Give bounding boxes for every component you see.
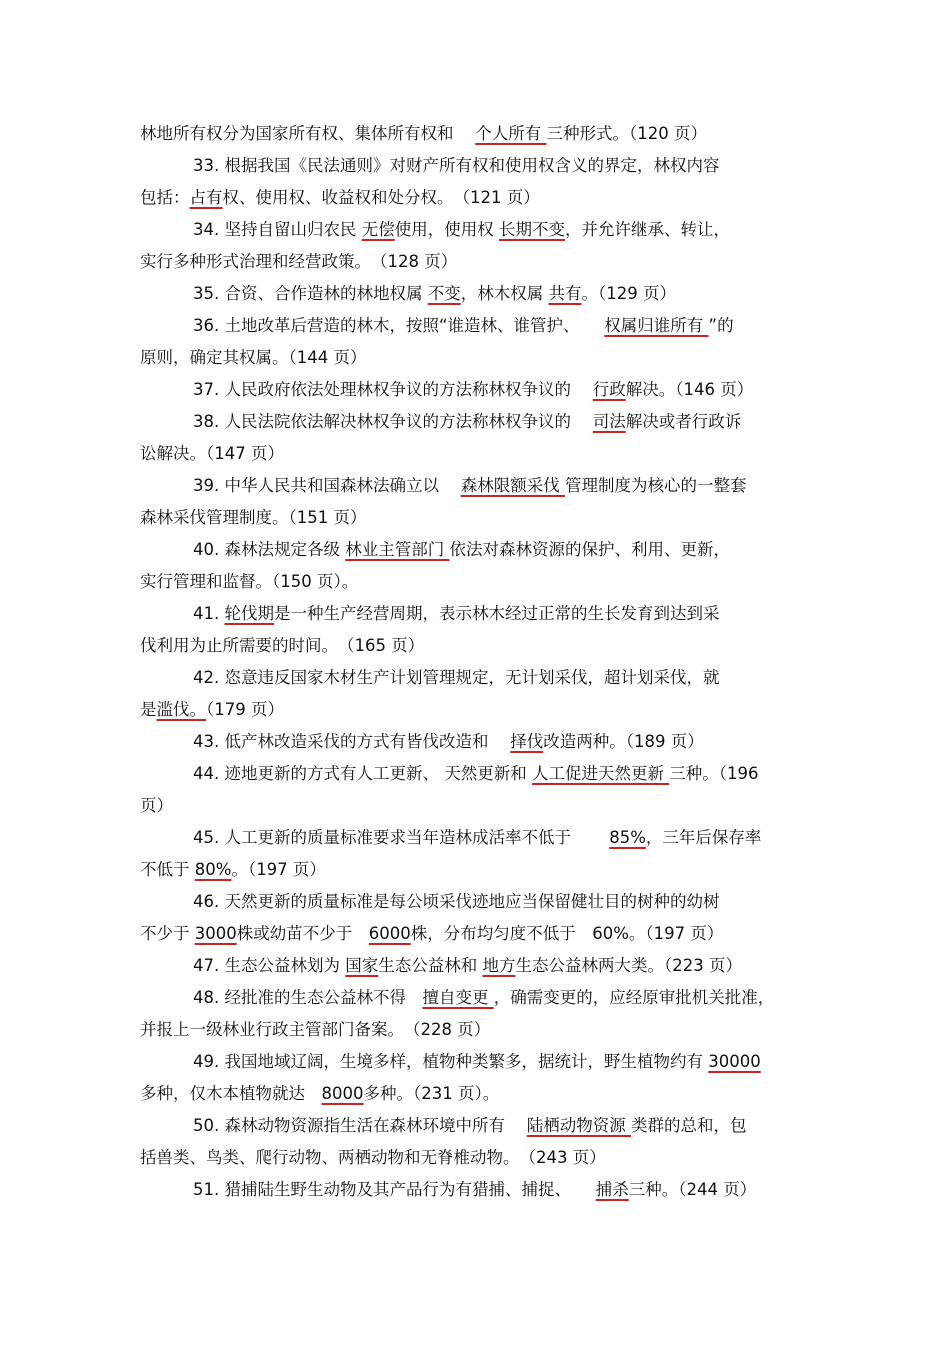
text-segment: 实行多种形式治理和经营政策。 （128 页） xyxy=(140,252,458,271)
text-line xyxy=(140,854,820,886)
answer-blank: 80% xyxy=(194,860,232,879)
text-segment: 生态公益林两大类。（223 页） xyxy=(515,956,742,975)
text-segment: 类群的总和，包 xyxy=(630,1116,747,1135)
text-line xyxy=(193,1174,820,1206)
text-line xyxy=(193,278,820,310)
text-line xyxy=(193,1046,820,1078)
text-segment: 页） xyxy=(140,796,173,815)
text-segment: 43. 低产林改造采伐的方式有皆伐改造和 xyxy=(193,732,511,751)
text-line xyxy=(140,1142,820,1174)
text-segment: 生态公益林和 xyxy=(378,956,483,975)
text-segment: 并报上一级林业行政主管部门备案。 （228 页） xyxy=(140,1020,491,1039)
answer-blank: 陆栖动物资源 xyxy=(526,1116,631,1135)
text-segment: 依法对森林资源的保护、利用、更新， xyxy=(449,540,730,559)
answer-blank: 3000 xyxy=(194,924,237,943)
text-segment: 。（197 页） xyxy=(231,860,326,879)
text-segment: 三种形式。（120 页） xyxy=(546,124,707,143)
text-line xyxy=(140,342,820,374)
text-segment: ”的 xyxy=(708,316,734,335)
text-line xyxy=(140,182,820,214)
text-line xyxy=(193,950,820,982)
text-line xyxy=(193,374,820,406)
answer-blank: 国家 xyxy=(345,956,379,975)
text-segment: 39. 中华人民共和国森林法确立以 xyxy=(193,476,461,495)
text-line xyxy=(193,470,820,502)
text-segment: 解决或者行政诉 xyxy=(625,412,742,431)
text-segment: 实行管理和监督。（150 页）。 xyxy=(140,572,359,591)
answer-blank: 轮伐期 xyxy=(224,604,274,623)
answer-blank: 地方 xyxy=(482,956,516,975)
text-segment: ，林木权属 xyxy=(460,284,549,303)
answer-blank: 捕杀 xyxy=(595,1180,629,1199)
text-line xyxy=(193,598,820,630)
text-segment: 46. 天然更新的质量标准是每公顷采伐迹地应当保留健壮目的树种的幼树 xyxy=(193,892,720,911)
text-line xyxy=(140,438,820,470)
text-segment: ，确需变更的，应经原审批机关批准， xyxy=(493,988,775,1007)
text-line xyxy=(140,1014,820,1046)
text-line xyxy=(140,1078,820,1110)
text-line xyxy=(140,502,820,534)
text-segment: 41. xyxy=(193,604,225,623)
text-segment: ，并允许继承、转让， xyxy=(564,220,730,239)
text-line xyxy=(193,822,820,854)
answer-blank: 滥伐。 xyxy=(156,700,206,719)
text-segment: 51. 猎捕陆生野生动物及其产品行为有猎捕、捕捉、 xyxy=(193,1180,596,1199)
text-line xyxy=(193,726,820,758)
answer-blank: 不变 xyxy=(427,284,461,303)
answer-blank: 长期不变 xyxy=(498,220,565,239)
text-line xyxy=(193,662,820,694)
answer-blank: 无偿 xyxy=(361,220,395,239)
answer-blank: 行政 xyxy=(592,380,626,399)
answer-blank: 择伐 xyxy=(510,732,544,751)
text-line xyxy=(193,1110,820,1142)
text-segment: 括兽类、鸟类、爬行动物、两栖动物和无脊椎动物。 （243 页） xyxy=(140,1148,606,1167)
text-line xyxy=(193,886,820,918)
text-line xyxy=(140,694,820,726)
text-segment: 三种。（244 页） xyxy=(628,1180,757,1199)
text-line xyxy=(140,918,820,950)
answer-blank: 8000 xyxy=(321,1084,364,1103)
text-line xyxy=(140,246,820,278)
text-line xyxy=(193,150,820,182)
answer-blank: 权属归谁所有 xyxy=(604,316,709,335)
text-line xyxy=(193,406,820,438)
text-segment: 改造两种。（189 页） xyxy=(543,732,704,751)
text-segment: 47. 生态公益林划为 xyxy=(193,956,346,975)
text-segment: 48. 经批准的生态公益林不得 xyxy=(193,988,423,1007)
text-segment: 33. 根据我国《民法通则》对财产所有权和使用权含义的界定，林权内容 xyxy=(193,156,720,175)
text-line xyxy=(193,310,820,342)
text-segment: 不少于 xyxy=(140,924,195,943)
text-segment: 40. 森林法规定各级 xyxy=(193,540,346,559)
text-line xyxy=(140,118,820,150)
text-line xyxy=(193,214,820,246)
text-line xyxy=(140,790,820,822)
text-segment: 35. 合资、合作造林的林地权属 xyxy=(193,284,428,303)
text-segment: 是 xyxy=(140,700,157,719)
text-segment: 34. 坚持自留山归农民 xyxy=(193,220,362,239)
answer-blank: 林业主管部门 xyxy=(345,540,450,559)
answer-blank: 森林限额采伐 xyxy=(460,476,565,495)
answer-blank: 共有 xyxy=(548,284,582,303)
text-segment: 多种。（231 页）。 xyxy=(363,1084,500,1103)
text-segment: ，三年后保存率 xyxy=(645,828,762,847)
text-line xyxy=(193,982,820,1014)
answer-blank: 30000 xyxy=(708,1052,761,1071)
text-segment: 株，分布均匀度不低于 60%。（197 页） xyxy=(410,924,724,943)
text-segment: 50. 森林动物资源指生活在森林环境中所有 xyxy=(193,1116,527,1135)
text-segment: 45. 人工更新的质量标准要求当年造林成活率不低于 xyxy=(193,828,610,847)
text-segment: 不低于 xyxy=(140,860,195,879)
text-segment: 多种，仅木本植物就达 xyxy=(140,1084,322,1103)
text-segment: 原则，确定其权属。（144 页） xyxy=(140,348,367,367)
text-segment: 株或幼苗不少于 xyxy=(236,924,369,943)
text-line xyxy=(140,566,820,598)
text-segment: 49. 我国地域辽阔，生境多样，植物种类繁多，据统计，野生植物约有 xyxy=(193,1052,709,1071)
text-segment: 是一种生产经营周期，表示林木经过正常的生长发育到达到采 xyxy=(274,604,720,623)
text-segment: 森林采伐管理制度。（151 页） xyxy=(140,508,367,527)
text-segment: 管理制度为核心的一整套 xyxy=(564,476,747,495)
text-segment: （179 页） xyxy=(206,700,284,719)
text-segment: 44. 迹地更新的方式有人工更新、 天然更新和 xyxy=(193,764,532,783)
answer-blank: 擅自变更 xyxy=(422,988,494,1007)
answer-blank: 占有 xyxy=(189,188,223,207)
text-segment: 权、使用权、收益权和处分权。 （121 页） xyxy=(222,188,540,207)
text-segment: 使用，使用权 xyxy=(394,220,499,239)
text-segment: 三种。（196 xyxy=(669,764,759,783)
answer-blank: 85% xyxy=(609,828,646,847)
text-line xyxy=(193,758,820,790)
text-line xyxy=(140,630,820,662)
answer-blank: 个人所有 xyxy=(475,124,547,143)
text-segment: 包括： xyxy=(140,188,190,207)
text-segment: 36. 土地改革后营造的林木，按照“谁造林、谁管护、 xyxy=(193,316,605,335)
text-segment: 37. 人民政府依法处理林权争议的方法称林权争议的 xyxy=(193,380,593,399)
text-segment: 解决。（146 页） xyxy=(625,380,754,399)
text-segment: 42. 恣意违反国家木材生产计划管理规定，无计划采伐，超计划采伐，就 xyxy=(193,668,720,687)
answer-blank: 6000 xyxy=(368,924,411,943)
text-segment: 38. 人民法院依法解决林权争议的方法称林权争议的 xyxy=(193,412,593,431)
text-segment: 讼解决。（147 页） xyxy=(140,444,284,463)
text-line xyxy=(193,534,820,566)
answer-blank: 司法 xyxy=(592,412,626,431)
text-segment: 。（129 页） xyxy=(581,284,676,303)
text-segment: 伐利用为止所需要的时间。 （165 页） xyxy=(140,636,425,655)
text-segment: 林地所有权分为国家所有权、集体所有权和 xyxy=(140,124,476,143)
answer-blank: 人工促进天然更新 xyxy=(531,764,670,783)
